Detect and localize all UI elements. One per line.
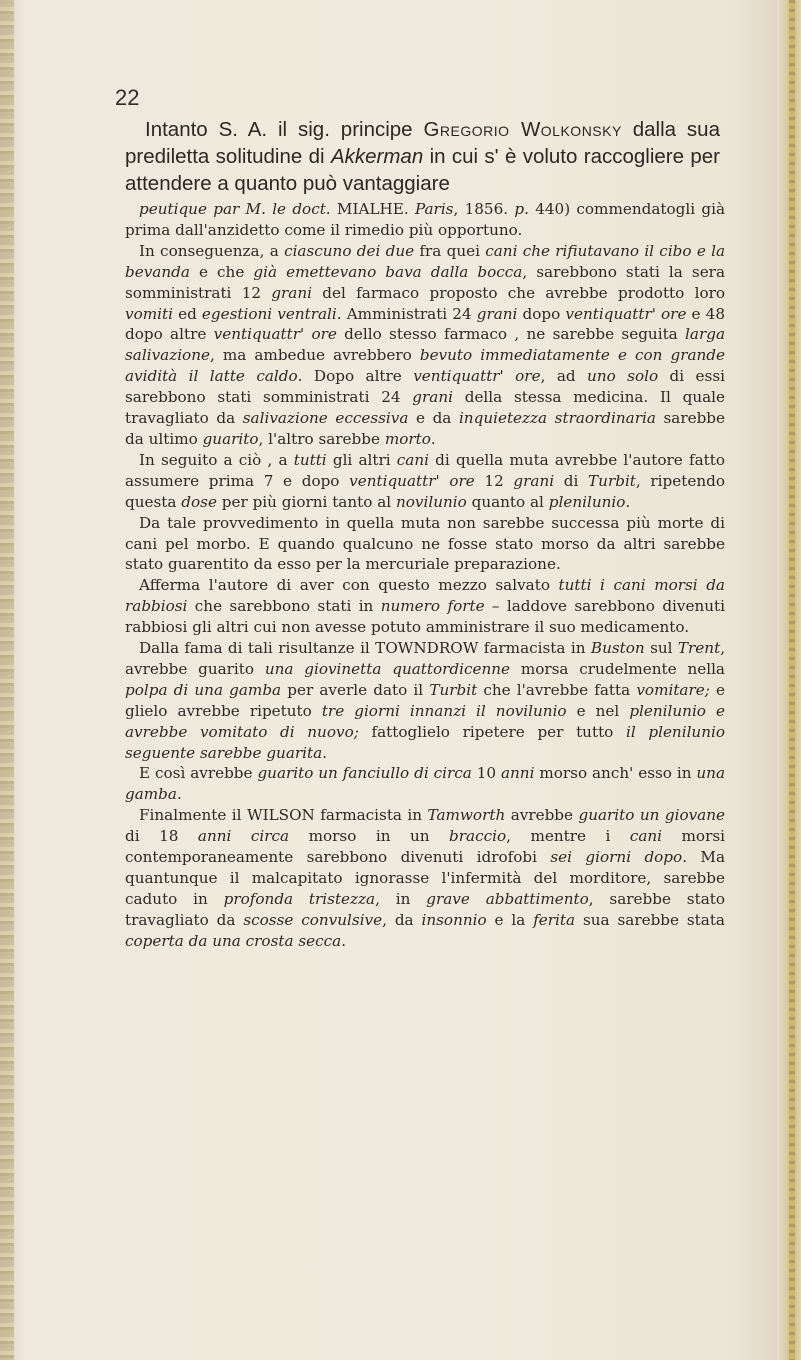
italic-run: ventiquattr' ore	[213, 325, 337, 344]
text-run: della stessa medicina. Il quale travagliato da	[125, 388, 725, 428]
text-run: fattoglielo ripetere per tutto	[358, 722, 626, 741]
text-run: sua sarebbe stata	[575, 910, 725, 929]
text-run: e che	[189, 262, 254, 281]
body-paragraph	[125, 575, 725, 638]
text-run: dello stesso farmaco , ne sarebbe seguita	[336, 325, 686, 344]
body-paragraph	[125, 199, 725, 241]
italic-run: larga salivazione	[125, 325, 725, 365]
italic-run: una giovinetta quattordicenne	[264, 659, 511, 678]
text-run: MIALHE.	[330, 200, 415, 218]
italic-run: uno solo	[587, 367, 659, 386]
italic-run: numero forte	[380, 597, 485, 616]
text-run: In conseguenza, a	[139, 241, 285, 260]
text-run: gli altri	[326, 450, 397, 469]
italic-run: una gamba	[125, 764, 726, 804]
italic-run: profonda tristezza	[223, 889, 376, 908]
text-run: 12	[474, 471, 514, 490]
italic-run: ciascuno dei due	[284, 241, 415, 260]
text-run: Afferma l'autore di aver con questo mezzo salvato	[139, 576, 559, 595]
text-run: per più giorni tanto al	[216, 492, 396, 511]
italic-run: ventiquattr' ore	[413, 367, 541, 386]
text-run: di quella muta avrebbe l'autore fatto assumere prima 7 e dopo	[125, 450, 725, 490]
italic-run: guarito un giovane	[578, 806, 725, 825]
text-run: . Ma quantunque il malcapitato ignorasse l'infermità del morditore, sarebbe caduto in	[125, 848, 726, 908]
italic-run: egestioni ventrali	[201, 304, 337, 323]
text-run: avrebbe	[505, 806, 579, 825]
text-run: .	[341, 931, 347, 950]
italic-run: guarito un fanciullo di circa	[257, 764, 472, 783]
text-run: e nel	[566, 701, 630, 720]
body-paragraph	[125, 805, 725, 951]
text-run: sarebbe da ultimo	[125, 409, 726, 448]
text-run: 440) commendatogli già prima dall'anzidetto come il rimedio più opportuno.	[125, 200, 725, 239]
text-run: e glielo avrebbe ripetuto	[125, 680, 725, 720]
text-run: morsa crudelmente nella	[510, 659, 725, 678]
italic-run: grani	[476, 304, 518, 323]
text-run: morsi contemporaneamente sarebbono divenuti idrofobi	[125, 827, 725, 867]
page-binding-edge	[0, 0, 14, 1360]
text-run: , l'altro sarebbe	[258, 429, 385, 448]
body-text	[125, 199, 725, 952]
text-run: di 18	[125, 827, 198, 846]
italic-run: vomiti	[125, 304, 173, 323]
text-run: , ma ambedue avrebbero	[209, 346, 420, 365]
text-run: , ad	[540, 367, 588, 386]
italic-run: cani	[396, 450, 429, 469]
text-run: di	[554, 471, 589, 490]
italic-run: grani	[513, 471, 555, 490]
text-run: Dalla fama di tali risultanze il TOWNDROW farmacista in	[139, 639, 591, 658]
text-run: dopo	[517, 304, 566, 323]
italic-run: insonnio	[421, 910, 487, 929]
text-run: morso in un	[289, 827, 450, 846]
text-run: del farmaco proposto che avrebbe prodotto loro	[312, 283, 725, 302]
italic-run: grani	[412, 388, 453, 407]
italic-run: anni circa	[197, 827, 290, 846]
italic-run: bevuto immediatamente e con grande avidità il latte caldo	[125, 346, 725, 386]
italic-run: ventiquattr' ore	[565, 304, 687, 323]
italic-run: plenilunio	[548, 492, 626, 511]
text-run: , da	[382, 910, 422, 929]
text-run: ed	[172, 304, 202, 323]
italic-run: peutique par M. le doct.	[139, 200, 331, 218]
intro-text-1: Intanto S. A. il sig. principe	[145, 118, 424, 141]
italic-run: Turbit	[429, 680, 478, 699]
text-run: per averle dato il	[281, 680, 430, 699]
italic-run: polpa di una gamba	[125, 680, 282, 699]
italic-run: novilunio	[395, 492, 467, 511]
text-run: , 1856.	[453, 200, 515, 218]
page-right-strip	[789, 0, 795, 1360]
italic-run: inquietezza straordinaria	[458, 409, 656, 428]
text-run: Da tale provvedimento in quella muta non sarebbe successa più morte di cani pel morbo. E quando qualcuno ne fosse stato morso da altri sarebbe stato guarentito da esso per la mercuriale preparazione.	[125, 513, 725, 574]
italic-run: dose	[181, 492, 217, 511]
text-run: e da	[408, 409, 459, 428]
intro-name: Gregorio Wolkonsky	[423, 118, 622, 141]
text-run: , mentre i	[506, 827, 630, 846]
italic-run: grani	[271, 283, 312, 302]
italic-run: plenilunio e avrebbe vomitato di nuovo;	[125, 701, 725, 741]
text-run: che sarebbono stati in	[187, 597, 381, 616]
body-paragraph	[125, 763, 725, 805]
text-run: .	[625, 492, 631, 511]
text-run: che l'avrebbe fatta	[477, 680, 637, 699]
text-run: , ripetendo questa	[125, 471, 725, 511]
intro-text-3: in cui s' è voluto raccogliere per attendere a quanto può vantaggiare	[125, 145, 720, 195]
text-run: morso anch' esso in	[534, 764, 697, 783]
text-run: quanto al	[466, 492, 549, 511]
italic-run: guarito	[202, 429, 259, 448]
text-run: fra quei	[414, 241, 486, 260]
italic-run: braccio	[449, 827, 507, 846]
text-run: , in	[375, 889, 427, 908]
italic-run: tutti	[293, 450, 327, 469]
italic-run: p.	[514, 200, 529, 218]
italic-run: anni	[500, 764, 535, 783]
italic-run: Tamworth	[427, 806, 506, 825]
italic-run: ventiquattr' ore	[349, 471, 475, 490]
italic-run: morto	[384, 429, 431, 448]
italic-run: Trent	[677, 639, 721, 658]
page-number: 22	[115, 85, 140, 110]
intro-place: Akkerman	[330, 145, 424, 168]
text-run: di essi sarebbono stati somministrati 24	[125, 367, 725, 407]
italic-run: ferita	[533, 910, 576, 929]
text-run: .	[430, 429, 436, 448]
text-run: In seguito a ciò , a	[139, 450, 294, 469]
text-run: , sarebbono stati la sera somministrati 12	[125, 262, 725, 302]
italic-run: sei giorni dopo	[550, 848, 683, 867]
body-paragraph	[125, 638, 725, 763]
italic-run: cani	[629, 827, 663, 846]
italic-run: cani che rifiutavano il cibo e la bevanda	[125, 241, 725, 281]
body-paragraph	[125, 450, 725, 513]
italic-run: grave abbattimento	[426, 889, 589, 908]
italic-run: tre giorni innanzi il novilunio	[321, 701, 567, 720]
intro-paragraph	[125, 116, 720, 197]
italic-run: vomitare;	[636, 680, 710, 699]
text-run: . Dopo altre	[297, 367, 414, 386]
text-run: 10	[471, 764, 501, 783]
body-paragraph	[125, 513, 725, 576]
text-run: sul	[644, 639, 678, 658]
italic-run: già emettevano bava dalla bocca	[253, 262, 523, 281]
italic-run: coperta da una crosta secca	[125, 931, 342, 950]
italic-run: il plenilunio seguente sarebbe guarita	[125, 722, 725, 762]
text-run: . Amministrati 24	[336, 304, 477, 323]
italic-run: Turbit	[588, 471, 636, 490]
text-run: Finalmente il WILSON farmacista in	[139, 806, 428, 825]
text-run: – laddove sarebbono divenuti rabbiosi gli altri cui non avesse potuto amministrare il suo medicamento.	[125, 597, 725, 637]
text-run: .	[176, 785, 182, 804]
italic-run: Buston	[590, 639, 645, 658]
italic-run: Paris	[414, 200, 454, 218]
body-paragraph	[125, 241, 725, 450]
italic-run: tutti i cani morsi da rabbiosi	[125, 576, 725, 616]
italic-run: salivazione eccessiva	[242, 409, 409, 428]
text-run: .	[322, 743, 327, 762]
intro-text-2: dalla sua prediletta solitudine di	[125, 118, 720, 168]
text-run: , avrebbe guarito	[125, 639, 726, 678]
text-run: , sarebbe stato travagliato da	[125, 889, 725, 929]
text-run: E così avrebbe	[139, 764, 258, 783]
text-run: e 48 dopo altre	[125, 304, 725, 344]
text-run: e la	[486, 910, 534, 929]
italic-run: scosse convulsive	[243, 910, 383, 929]
